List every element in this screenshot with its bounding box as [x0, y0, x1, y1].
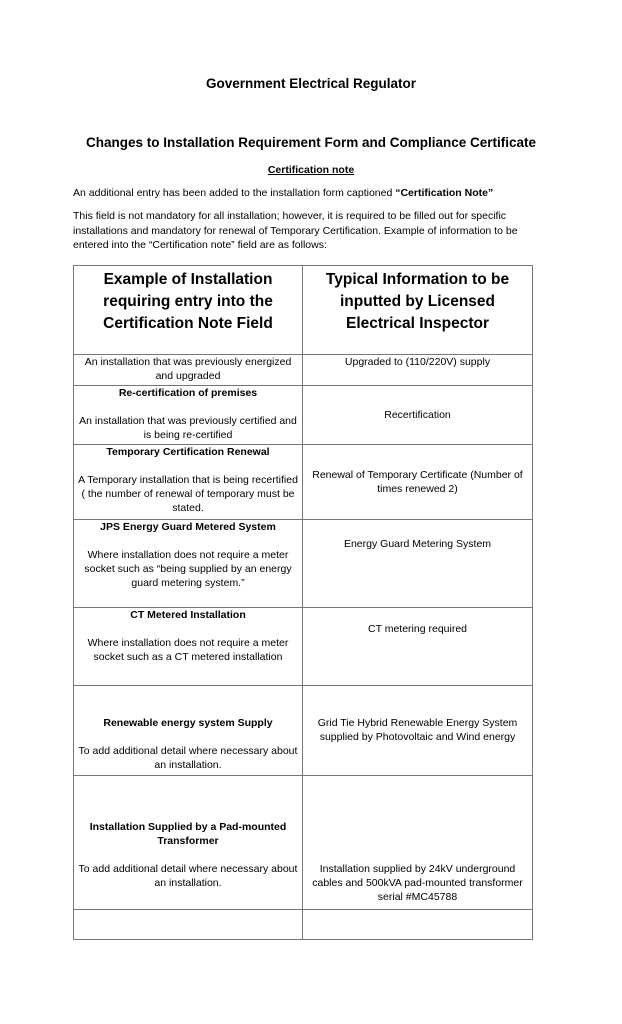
row-info-cell [303, 355, 533, 386]
row-example-cell [74, 686, 303, 776]
section-heading: Certification note [267, 164, 355, 176]
row-example-cell [74, 520, 303, 608]
header-typical-information: Typical Information to be inputted by Licensed Electrical Inspector [303, 266, 533, 355]
row-info-cell [303, 386, 533, 445]
row-example-cell [74, 445, 303, 520]
row-info-cell [303, 686, 533, 776]
row-label: CT Metered Installation [130, 609, 246, 621]
header-example-installation: Example of Installation requiring entry into the Certification Note Field [74, 266, 303, 355]
row-label: Installation Supplied by a Pad-mounted Transformer [89, 821, 287, 847]
row-info-cell [303, 520, 533, 608]
row-example-cell [74, 386, 303, 445]
row-info: Installation supplied by 24kV underground cables and 500kVA pad-mounted transformer serial #MC45788 [312, 863, 523, 903]
row-description: To add additional detail where necessary about an installation. [78, 745, 298, 771]
row-description: A Temporary installation that is being recertified ( the number of renewal of temporary must be stated. [78, 474, 298, 514]
organization-heading: Government Electrical Regulator [205, 76, 417, 91]
row-example-cell [74, 608, 303, 686]
row-description: An installation that was previously energized and upgraded [84, 356, 292, 382]
row-info-cell [303, 445, 533, 520]
intro-quoted-field: “Certification Note” [395, 187, 494, 199]
row-description: Where installation does not require a meter socket such as a CT metered installation [87, 637, 289, 663]
row-description: To add additional detail where necessary about an installation. [78, 863, 298, 889]
row-description: Where installation does not require a meter socket such as “being supplied by an energy guard metering system.” [84, 549, 292, 589]
table-header-row [74, 266, 533, 355]
row-example-cell [74, 776, 303, 910]
table-row [74, 386, 533, 445]
row-info: CT metering required [367, 623, 468, 635]
row-example-cell [74, 910, 303, 940]
row-label: Temporary Certification Renewal [106, 446, 270, 458]
row-label: JPS Energy Guard Metered System [100, 521, 276, 533]
row-info: Upgraded to (110/220V) supply [344, 356, 491, 368]
row-info-cell [303, 776, 533, 910]
document-title: Changes to Installation Requirement Form and Compliance Certificate [85, 135, 537, 150]
certification-note-table [73, 265, 533, 940]
body-paragraph: This field is not mandatory for all installation; however, it is required to be filled out for specific installations and mandatory for renewal of Temporary Certification. Example of information to be entered into the “Certification note” field are as follows: [73, 210, 518, 252]
table-row [74, 445, 533, 520]
table-row [74, 355, 533, 386]
row-description: An installation that was previously certified and is being re-certified [79, 415, 297, 441]
table-row [74, 608, 533, 686]
intro-paragraph [73, 186, 553, 200]
intro-text: An additional entry has been added to the installation form captioned [73, 187, 396, 199]
row-info: Energy Guard Metering System [343, 538, 492, 550]
table-row [74, 910, 533, 940]
row-info: Renewal of Temporary Certificate (Number of times renewed 2) [312, 469, 523, 495]
row-info-cell [303, 608, 533, 686]
row-info: Recertification [384, 409, 451, 421]
row-info: Grid Tie Hybrid Renewable Energy System supplied by Photovoltaic and Wind energy [317, 717, 518, 743]
row-label: Renewable energy system Supply [103, 717, 273, 729]
table-row [74, 776, 533, 910]
row-label: Re-certification of premises [118, 387, 258, 399]
table-row [74, 686, 533, 776]
row-info-cell [303, 910, 533, 940]
table-row [74, 520, 533, 608]
row-example-cell [74, 355, 303, 386]
